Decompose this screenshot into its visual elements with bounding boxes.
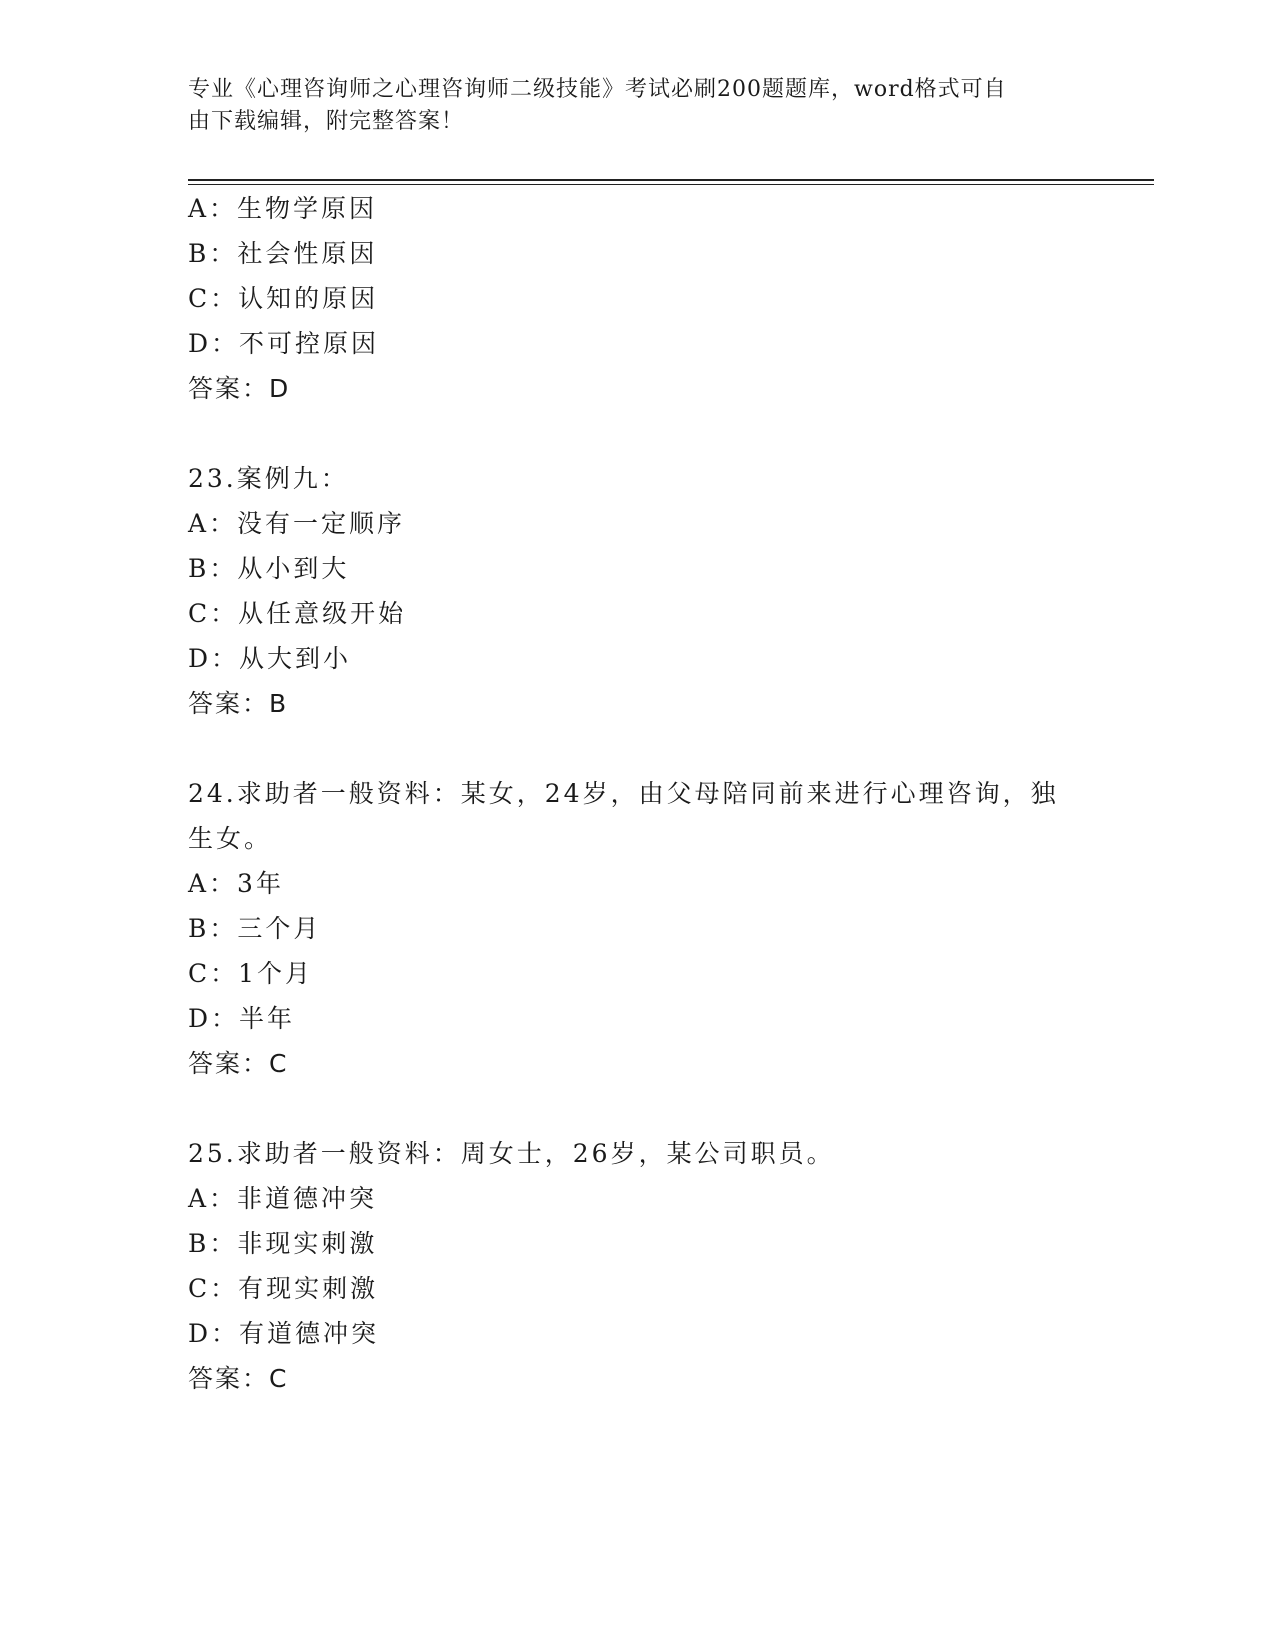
q23-option-a: A：没有一定顺序 <box>188 509 406 538</box>
header-rule-thick <box>188 179 1154 181</box>
q25-answer: 答案：C <box>188 1364 289 1393</box>
q24-answer: 答案：C <box>188 1049 289 1078</box>
q24-option-a: A：3年 <box>188 869 284 898</box>
q25-option-c: C：有现实刺激 <box>188 1274 379 1303</box>
q25-option-b: B：非现实刺激 <box>188 1229 378 1258</box>
q24-option-d: D：半年 <box>188 1004 296 1033</box>
q23-option-b: B：从小到大 <box>188 554 350 583</box>
header-line-2: 由下载编辑，附完整答案！ <box>188 109 465 134</box>
q24-option-c: C：1个月 <box>188 959 314 988</box>
q23-option-d: D：从大到小 <box>188 644 352 673</box>
q22-option-d: D：不可控原因 <box>188 329 380 358</box>
q25-stem: 25.求助者一般资料：周女士，26岁，某公司职员。 <box>188 1139 835 1168</box>
q24-stem-line-1: 24.求助者一般资料：某女，24岁，由父母陪同前来进行心理咨询，独 <box>188 779 1059 808</box>
q22-answer: 答案：D <box>188 374 291 403</box>
document-header <box>188 74 1068 138</box>
q22-option-a: A：生物学原因 <box>188 194 378 223</box>
q25-option-d: D：有道德冲突 <box>188 1319 380 1348</box>
q22-option-c: C：认知的原因 <box>188 284 379 313</box>
q25-option-a: A：非道德冲突 <box>188 1184 378 1213</box>
header-rule-thin <box>188 184 1154 185</box>
q24-option-b: B：三个月 <box>188 914 322 943</box>
q23-option-c: C：从任意级开始 <box>188 599 407 628</box>
q24-stem-line-2: 生女。 <box>188 824 273 853</box>
q23-stem: 23.案例九： <box>188 464 349 493</box>
q22-option-b: B：社会性原因 <box>188 239 378 268</box>
header-line-1: 专业《心理咨询师之心理咨询师二级技能》考试必刷200题题库，word格式可自 <box>188 77 1007 102</box>
q23-answer: 答案：B <box>188 689 289 718</box>
